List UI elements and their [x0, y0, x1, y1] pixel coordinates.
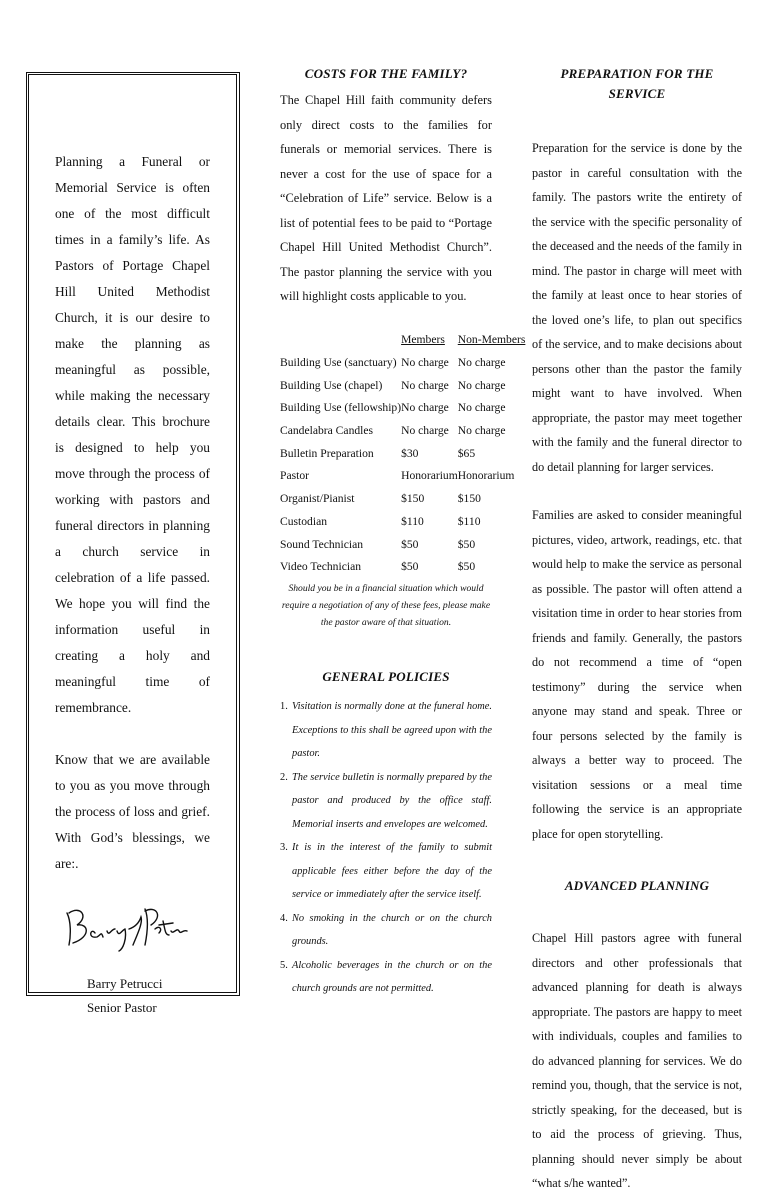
- fee-nonmembers: No charge: [457, 401, 506, 415]
- list-item: [280, 954, 492, 1001]
- fee-item: Building Use (sanctuary): [280, 356, 397, 370]
- list-item: [280, 907, 492, 954]
- handwritten-signature: [59, 899, 189, 953]
- policy-number: 4.: [280, 912, 288, 924]
- fee-item: Bulletin Preparation: [280, 446, 374, 460]
- fees-table: [280, 329, 525, 579]
- table-row: [280, 351, 525, 374]
- costs-heading: COSTS FOR THE FAMILY?: [304, 66, 468, 81]
- policy-number: 5.: [280, 959, 288, 971]
- fee-nonmembers: Honorarium: [457, 469, 515, 483]
- fee-nonmembers: No charge: [457, 356, 506, 370]
- closing-paragraph: Know that we are available to you as you move through the process of loss and grief. With God’s blessings, we are:.: [55, 752, 210, 871]
- welcome-panel: [26, 72, 240, 1015]
- fee-nonmembers: No charge: [457, 378, 506, 392]
- fee-members: No charge: [401, 424, 449, 438]
- preparation-heading: PREPARATION FOR THE SERVICE: [560, 66, 714, 101]
- table-row: [280, 397, 525, 420]
- costs-intro: The Chapel Hill faith community defers only direct costs to the families for funerals or memorial services. There is never a cost for the use of space for a “Celebration of Life” service. Below is a list of potential fees to be paid to “Portage Chapel Hill United Methodist Church”. The pastor planning the service with you will highlight costs applicable to you.: [280, 93, 492, 303]
- table-row: [280, 510, 525, 533]
- preparation-paragraph-2: Families are asked to consider meaningful pictures, video, artwork, readings, etc. that would help to make the service as personal as possible. The pastor will often attend a visitation time in order to hear stories from friends and family. Generally, the pastors do not recommend a time of “open testimony” during the service when anyone may stand and speak. Three or four persons selected by the family is always a better way to proceed. The visitation sessions or a meal time following the service is an appropriate place for open storytelling.: [532, 508, 742, 841]
- fee-nonmembers: $150: [457, 492, 481, 506]
- fee-item: Candelabra Candles: [280, 424, 374, 438]
- fee-item: Building Use (chapel): [280, 378, 383, 392]
- fee-members: $30: [401, 446, 419, 460]
- table-row: [280, 442, 525, 465]
- fee-nonmembers: $50: [457, 560, 476, 574]
- list-item: [280, 836, 492, 907]
- fees-header-row: [280, 329, 525, 352]
- policy-text: The service bulletin is normally prepared by the pastor and produced by the office staff. Memorial inserts and envelopes are welcomed.: [292, 771, 492, 830]
- table-row: [280, 487, 525, 510]
- preparation-paragraph-1: Preparation for the service is done by the pastor in careful consultation with the family. The pastors write the entirety of the service with the specific personality of the deceased and the needs of the family in mind. The pastor in charge will meet with the family at least once to hear stories of the loved one’s life, to plan out specifics of the service, and to make decisions about persons other than the pastor the family might want to have involved. When appropriate, the pastor may meet together with the family and the funeral director to do detail planning for larger services.: [532, 141, 742, 474]
- fee-members: $110: [401, 514, 424, 528]
- fee-members: No charge: [401, 378, 449, 392]
- policy-number: 3.: [280, 842, 288, 854]
- advanced-heading: ADVANCED PLANNING: [564, 878, 710, 893]
- fee-members: No charge: [401, 356, 449, 370]
- table-row: [280, 555, 525, 578]
- advanced-paragraph: Chapel Hill pastors agree with funeral directors and other professionals that advanced planning for death is always appropriate. The pastors are happy to meet with individuals, couples and families to do advanced planning for services. We do remind you, though, that the service is not, strictly speaking, for the deceased, but is to aid the process of grieving. Thus, planning should never simply be about “what s/he wanted”.: [532, 931, 742, 1190]
- table-row: [280, 374, 525, 397]
- policy-number: 1.: [280, 701, 288, 713]
- preparation-column: [532, 64, 742, 1196]
- fee-nonmembers: $110: [457, 514, 481, 528]
- fees-header-nonmembers: Non-Members: [457, 333, 526, 347]
- fee-members: $150: [401, 492, 425, 506]
- policy-number: 2.: [280, 771, 288, 783]
- signer-title: Senior Pastor: [87, 1000, 157, 1015]
- policies-heading: GENERAL POLICIES: [322, 669, 450, 685]
- policy-text: Visitation is normally done at the funeral home. Exceptions to this shall be agreed upon with the pastor.: [292, 701, 492, 760]
- fees-note: Should you be in a financial situation which would require a negotiation of any of these fees, please make the pastor aware of that situation.: [281, 583, 491, 629]
- costs-column: [280, 64, 526, 1001]
- fee-item: Sound Technician: [280, 537, 364, 551]
- table-row: [280, 465, 525, 488]
- fee-members: $50: [401, 537, 419, 551]
- fee-item: Building Use (fellowship): [280, 401, 402, 415]
- list-item: [280, 766, 492, 837]
- fee-members: Honorarium: [401, 469, 458, 483]
- policy-text: Alcoholic beverages in the church or on the church grounds are not permitted.: [292, 959, 492, 995]
- fee-item: Video Technician: [280, 560, 362, 574]
- fee-nonmembers: $50: [457, 537, 476, 551]
- policies-list: [280, 695, 492, 1001]
- policy-text: No smoking in the church or on the church grounds.: [292, 912, 492, 948]
- intro-paragraph: Planning a Funeral or Memorial Service is often one of the most difficult times in a family’s life. As Pastors of Portage Chapel Hill United Methodist Church, it is our desire to make the planning as meaningful as possible, while making the necessary details clear. This brochure is designed to help you move through the process of working with pastors and funeral directors in planning a church service in celebration of a life passed. We hope you will find the information useful in creating a holy and meaningful time of remembrance.: [55, 154, 210, 715]
- fee-item: Custodian: [280, 514, 328, 528]
- list-item: [280, 695, 492, 766]
- signer-name: Barry Petrucci: [87, 976, 163, 991]
- fee-nonmembers: No charge: [457, 424, 506, 438]
- fee-nonmembers: $65: [457, 446, 476, 460]
- fee-item: Pastor: [280, 469, 309, 483]
- policy-text: It is in the interest of the family to submit applicable fees either before the day of the service or immediately after the service itself.: [292, 842, 492, 901]
- table-row: [280, 533, 525, 556]
- table-row: [280, 419, 525, 442]
- fees-header-members: Members: [401, 333, 445, 347]
- fees-header-item: [280, 329, 401, 352]
- fee-members: No charge: [401, 401, 449, 415]
- fee-item: Organist/Pianist: [280, 492, 355, 506]
- fee-members: $50: [401, 560, 419, 574]
